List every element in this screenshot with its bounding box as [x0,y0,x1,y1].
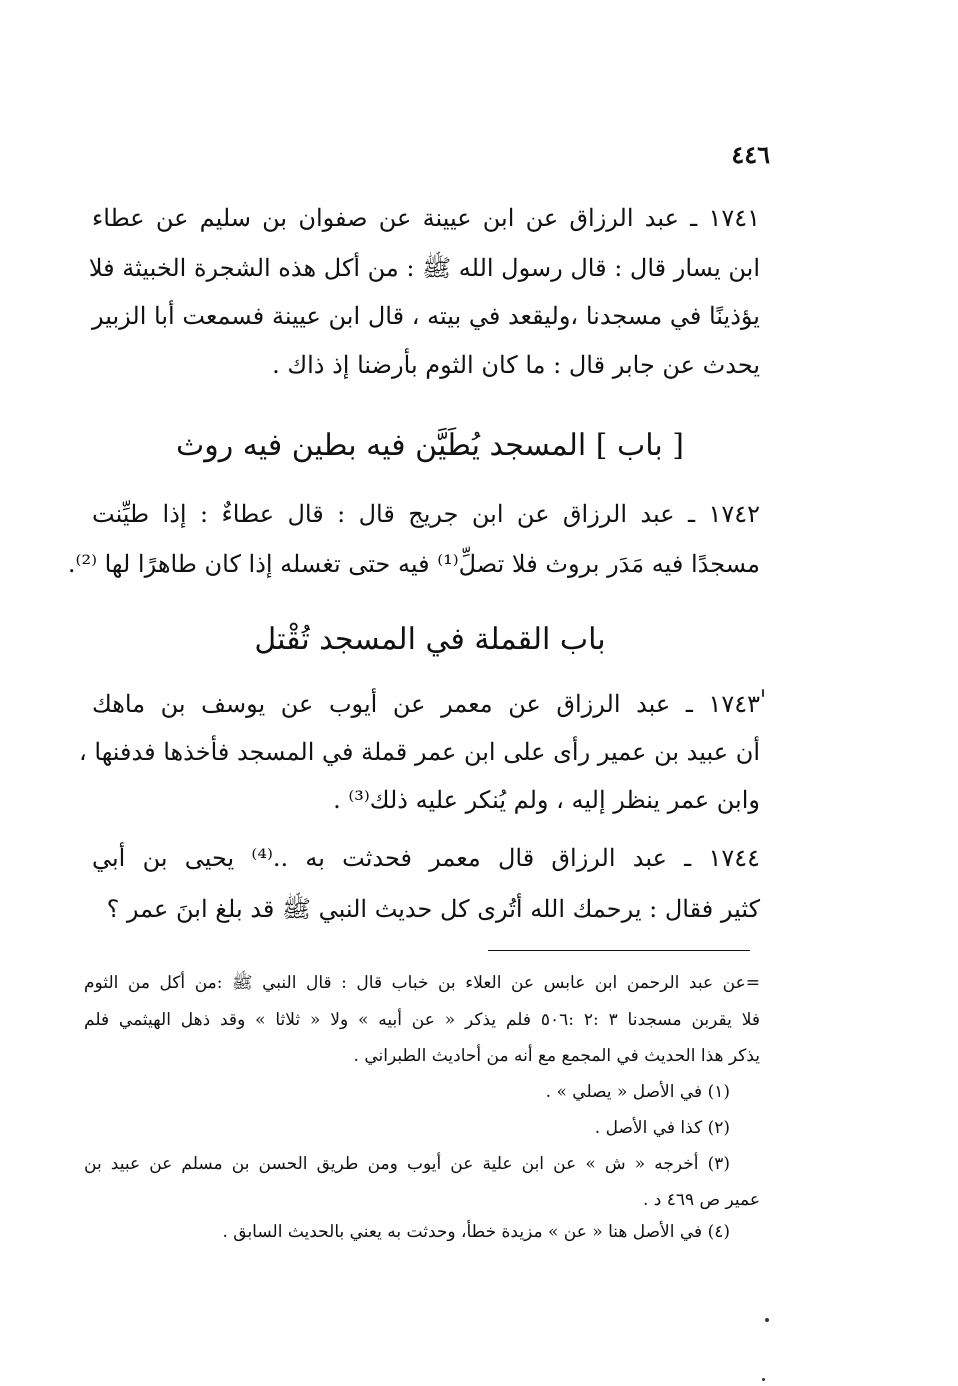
page-number: ٤٤٦ [731,140,770,169]
hadith-1744-line-2: كثير فقال : يرحمك الله أتُرى كل حديث النبي ﷺ قد بلغ ابنَ عمر ؟ [106,895,760,923]
hadith-1742-line-1: ١٧٤٢ ـ عبد الرزاق عن ابن جريج قال : قال عطاءٌ : إذا طيِّنت [92,500,760,528]
hadith-1742-line-2: مسجدًا فيه مَدَر بروث فلا تصلِّ⁽¹⁾ فيه حتى تغسله إذا كان طاهرًا لها ⁽²⁾. [67,550,760,578]
margin-mark [762,689,764,697]
footnote-continuation-line-2: فلا يقربن مسجدنا ٣ :٢ :٥٠٦ فلم يذكر « عن أبيه » ولا « ثلاثا » وقد ذهل الهيثمي فلم [84,1010,760,1030]
footnote-continuation-line-1: =عن عبد الرحمن ابن عابس عن العلاء بن خباب قال : قال النبي ﷺ :من أكل من الثوم [84,973,760,993]
print-speck [765,1318,769,1322]
footnote-4: (٤) في الأصل هنا « عن » مزيدة خطأ، وحدثت به يعني بالحديث السابق . [222,1222,730,1242]
hadith-1743-line-2: أن عبيد بن عمير رأى على ابن عمر قملة في المسجد فأخذها فدفنها ، [79,738,760,766]
footnote-separator [488,950,750,951]
hadith-1741-line-1: ١٧٤١ ـ عبد الرزاق عن ابن عيينة عن صفوان بن سليم عن عطاء [92,204,760,232]
hadith-1741-line-2: ابن يسار قال : قال رسول الله ﷺ : من أكل هذه الشجرة الخبيثة فلا [88,254,760,282]
footnote-3: (٣) أخرجه « ش » عن ابن علية عن أيوب ومن طريق الحسن بن مسلم عن عبيد بن [84,1154,730,1174]
hadith-1741-line-4: يحدث عن جابر قال : ما كان الثوم بأرضنا إذ ذاك . [272,351,760,379]
footnote-3-continuation: عمير ص ٤٦٩ د . [642,1190,760,1210]
section-heading-louse-in-mosque: باب القملة في المسجد تُقْتل [254,622,606,657]
hadith-1741-line-3: يؤذينًا في مسجدنا ،وليقعد في بيته ، قال ابن عيينة فسمعت أبا الزبير [92,302,760,330]
section-heading-mosque-plaster: [ باب ] المسجد يُطَيَّن فيه بطين فيه روث [176,428,684,463]
footnote-1: (١) في الأصل « يصلي » . [545,1082,730,1102]
footnote-2: (٢) كذا في الأصل . [594,1118,730,1138]
hadith-1743-line-1: ١٧٤٣ ـ عبد الرزاق عن معمر عن أيوب عن يوسف بن ماهك [92,690,760,718]
hadith-1744-line-1: ١٧٤٤ ـ عبد الرزاق قال معمر فحدثت به ..⁽⁴⁾ يحيى بن أبي [92,844,760,872]
footnote-continuation-line-3: يذكر هذا الحديث في المجمع مع أنه من أحاديث الطبراني . [353,1046,760,1066]
print-speck [762,1378,765,1381]
hadith-1743-line-3: وابن عمر ينظر إليه ، ولم يُنكر عليه ذلك⁽³⁾ . [333,786,760,814]
